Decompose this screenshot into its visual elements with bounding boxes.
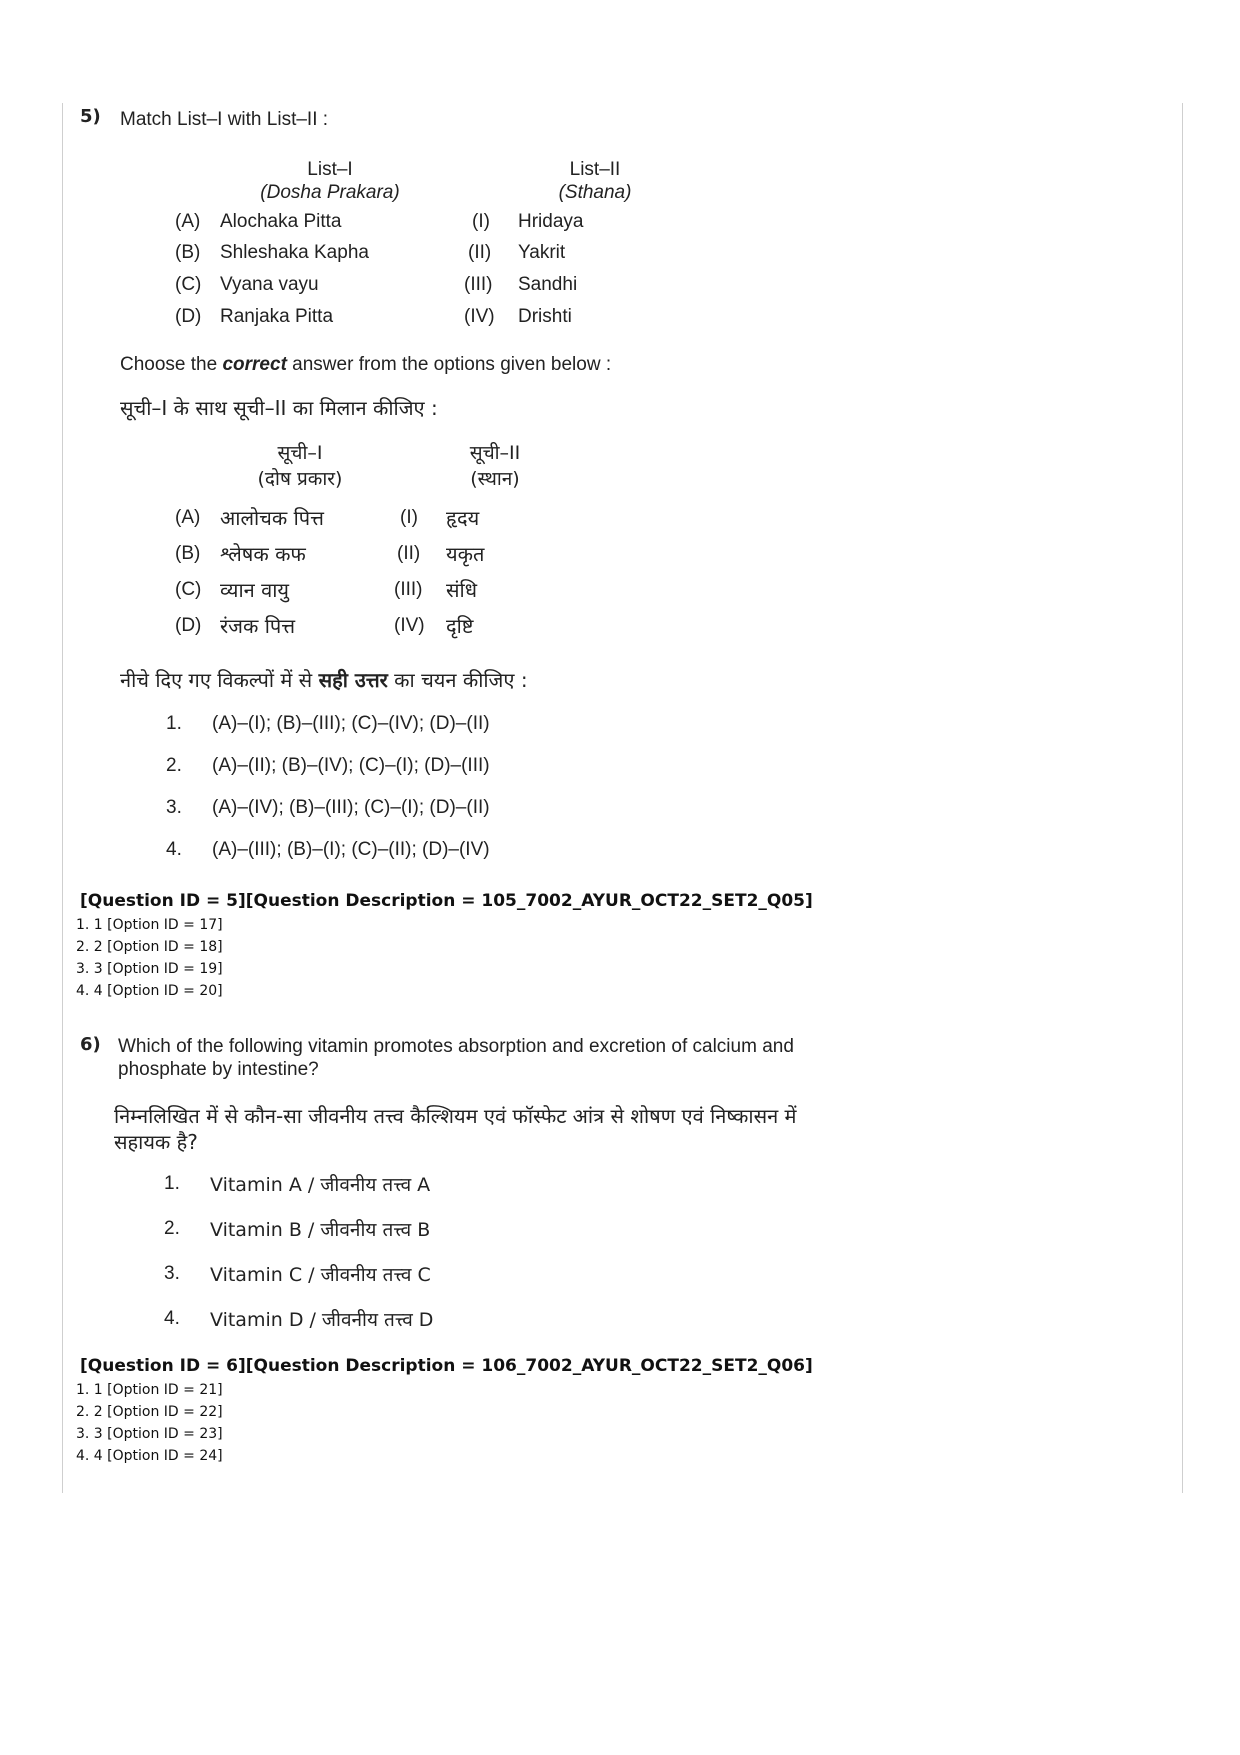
q5-hi-row-b-left: श्लेषक कफ	[220, 542, 306, 566]
q5-choose-hi: नीचे दिए गए विकल्पों में से सही उत्तर का चयन कीजिए :	[120, 668, 528, 692]
q5-option-4-num: 4.	[166, 839, 182, 860]
q5-option-3[interactable]: (A)–(IV); (B)–(III); (C)–(I); (D)–(II)	[212, 797, 490, 818]
q5-list1-title-en: List–I	[307, 159, 353, 180]
q6-stem-en-line2: phosphate by intestine?	[118, 1059, 319, 1080]
left-margin-rule	[62, 103, 63, 1493]
q5-hi-row-c-rlabel: (III)	[394, 579, 423, 600]
q5-en-row-a-left: Alochaka Pitta	[220, 211, 342, 232]
q5-hi-row-a-left: आलोचक पित्त	[220, 506, 324, 530]
q5-list1-sub-hi: (दोष प्रकार)	[257, 468, 343, 490]
q5-hi-row-c-left: व्यान वायु	[220, 578, 289, 602]
q5-en-row-c-right: Sandhi	[518, 274, 578, 295]
q5-option-4[interactable]: (A)–(III); (B)–(I); (C)–(II); (D)–(IV)	[212, 839, 490, 860]
q5-hi-row-a-label: (A)	[175, 507, 201, 528]
q6-stem-hi-line1: निम्नलिखित में से कौन-सा जीवनीय तत्त्व कैल्शियम एवं फॉस्फेट आंत्र से शोषण एवं निष्कासन में	[114, 1104, 797, 1128]
q5-list1-sub-en: (Dosha Prakara)	[260, 182, 400, 203]
q5-stem-hi: सूची–I के साथ सूची–II का मिलान कीजिए :	[120, 396, 438, 420]
q5-hi-row-d-left: रंजक पित्त	[220, 614, 296, 638]
q5-en-row-a-right: Hridaya	[518, 211, 584, 232]
q5-meta-option-3: 3. 3 [Option ID = 19]	[76, 961, 223, 977]
q5-option-2[interactable]: (A)–(II); (B)–(IV); (C)–(I); (D)–(III)	[212, 755, 490, 776]
q5-hi-row-a-rlabel: (I)	[400, 507, 418, 528]
q5-hi-row-a-right: हृदय	[446, 506, 480, 530]
q6-stem-hi-line2: सहायक है?	[114, 1130, 198, 1154]
q6-option-2[interactable]: Vitamin B / जीवनीय तत्त्व B	[210, 1219, 431, 1241]
q5-list1-header-hi	[215, 440, 385, 492]
q5-hi-row-b-right: यकृत	[446, 542, 485, 566]
q5-option-3-num: 3.	[166, 797, 182, 818]
q5-stem-en: Match List–I with List–II :	[120, 109, 329, 130]
q5-en-row-d-rlabel: (IV)	[464, 306, 495, 327]
q6-option-3-num: 3.	[164, 1263, 180, 1284]
q5-en-row-b-rlabel: (II)	[468, 242, 492, 263]
q5-en-row-d-label: (D)	[175, 306, 202, 327]
q5-list1-header-en	[230, 158, 430, 204]
q6-meta-option-4: 4. 4 [Option ID = 24]	[76, 1448, 223, 1464]
q5-meta-option-2: 2. 2 [Option ID = 18]	[76, 939, 223, 955]
q5-en-row-b-left: Shleshaka Kapha	[220, 242, 369, 263]
q6-option-1-num: 1.	[164, 1173, 180, 1194]
q5-list2-sub-hi: (स्थान)	[470, 468, 520, 490]
q6-option-4[interactable]: Vitamin D / जीवनीय तत्त्व D	[210, 1309, 434, 1331]
q5-en-row-a-label: (A)	[175, 211, 201, 232]
q5-hi-row-b-rlabel: (II)	[397, 543, 421, 564]
q5-en-row-c-left: Vyana vayu	[220, 274, 319, 295]
q5-en-row-b-right: Yakrit	[518, 242, 566, 263]
q5-list2-title-hi: सूची–II	[469, 442, 521, 464]
q6-option-2-num: 2.	[164, 1218, 180, 1239]
q5-en-row-c-label: (C)	[175, 274, 202, 295]
q5-hi-row-c-label: (C)	[175, 579, 202, 600]
q5-hi-row-d-rlabel: (IV)	[394, 615, 425, 636]
q5-meta-option-4: 4. 4 [Option ID = 20]	[76, 983, 223, 999]
q6-meta-option-2: 2. 2 [Option ID = 22]	[76, 1404, 223, 1420]
q6-meta-option-3: 3. 3 [Option ID = 23]	[76, 1426, 223, 1442]
q5-list2-header-hi	[450, 440, 540, 492]
q5-en-row-b-label: (B)	[175, 242, 201, 263]
q5-option-1-num: 1.	[166, 713, 182, 734]
q5-option-2-num: 2.	[166, 755, 182, 776]
q5-choose-en-bold: correct	[222, 354, 287, 375]
q5-en-row-c-rlabel: (III)	[464, 274, 493, 295]
q5-hi-row-c-right: संधि	[446, 578, 477, 602]
q5-list2-sub-en: (Sthana)	[558, 182, 632, 203]
q6-option-3[interactable]: Vitamin C / जीवनीय तत्त्व C	[210, 1264, 431, 1286]
q5-choose-en: Choose the correct answer from the options given below :	[120, 354, 612, 375]
q5-number: 5)	[80, 106, 101, 127]
q5-hi-row-b-label: (B)	[175, 543, 201, 564]
q6-option-4-num: 4.	[164, 1308, 180, 1329]
q5-en-row-d-right: Drishti	[518, 306, 572, 327]
q5-hi-row-d-label: (D)	[175, 615, 202, 636]
q5-list2-title-en: List–II	[569, 159, 621, 180]
q6-meta-option-1: 1. 1 [Option ID = 21]	[76, 1382, 223, 1398]
q5-meta: [Question ID = 5][Question Description = 105_7002_AYUR_OCT22_SET2_Q05]	[80, 891, 813, 911]
right-margin-rule	[1182, 103, 1183, 1493]
q6-stem-en-line1: Which of the following vitamin promotes absorption and excretion of calcium and	[118, 1036, 794, 1057]
q5-en-row-a-rlabel: (I)	[472, 211, 490, 232]
q6-option-1[interactable]: Vitamin A / जीवनीय तत्त्व A	[210, 1174, 431, 1196]
q5-en-row-d-left: Ranjaka Pitta	[220, 306, 334, 327]
q5-list1-title-hi: सूची–I	[277, 442, 323, 464]
q5-meta-option-1: 1. 1 [Option ID = 17]	[76, 917, 223, 933]
q5-option-1[interactable]: (A)–(I); (B)–(III); (C)–(IV); (D)–(II)	[212, 713, 490, 734]
q5-list2-header-en	[535, 158, 655, 204]
q5-hi-row-d-right: दृष्टि	[446, 614, 474, 638]
q6-number: 6)	[80, 1034, 101, 1055]
q5-choose-hi-bold: सही उत्तर	[318, 668, 388, 692]
q6-meta: [Question ID = 6][Question Description = 106_7002_AYUR_OCT22_SET2_Q06]	[80, 1356, 813, 1376]
